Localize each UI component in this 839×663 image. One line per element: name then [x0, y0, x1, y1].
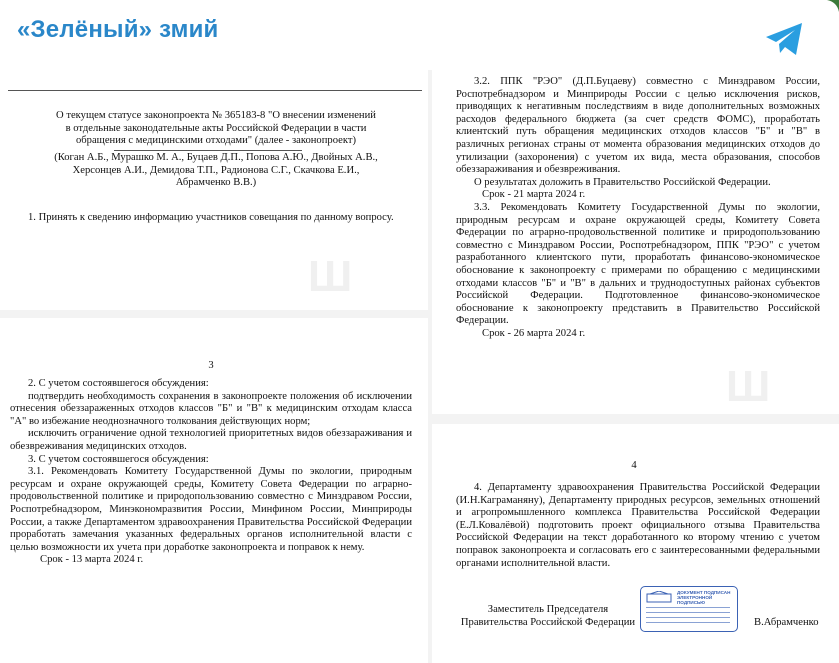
paragraph: 1. Принять к сведению информацию участников совещания по данному вопросу. — [28, 212, 394, 223]
paragraph: 3.2. ППК "РЭО" (Д.П.Буцаеву) совместно с Минздравом России, Роспотребнадзором и Минприроды России с целью исключения рисков, приводящих к негативным последствиям в виде дополнительных возможных расходов федерального бюджета (за счет средств ФОМС), проработать клиентский путь обращения медицинских отходов классов "Б" и "В" в различных регионах страны от момента образования медицинских отходов до утилизации (захоронения) с учетом их вида, места образования, способов обеззараживания и обезвреживания. — [456, 76, 820, 176]
left-bottom-page — [8, 320, 422, 660]
page-separator — [0, 310, 430, 318]
page-number: 4 — [631, 460, 637, 471]
column-separator — [428, 70, 432, 663]
authors-line: Херсонцев А.И., Демидова Т.П., Радионова С.Г., Скачкова Е.И., — [72, 164, 360, 176]
top-rule — [8, 90, 422, 91]
signer-name: В.Абрамченко — [754, 617, 819, 628]
right-bottom-page — [436, 426, 832, 663]
watermark: Ш — [726, 362, 771, 411]
title-line: обращения с медицинскими отходами" (далее - законопроект) — [76, 135, 356, 147]
telegram-icon[interactable] — [762, 16, 808, 62]
position-line: Правительства Российской Федерации — [460, 616, 636, 628]
channel-title: «Зелёный» змий — [17, 16, 219, 43]
document-title — [18, 110, 414, 148]
authors — [18, 152, 414, 190]
paragraph: подтвердить необходимость сохранения в законопроекте положения об исключении отнесения обеззараженных отходов классов "Б" и "В" к медицинским отходам класса "А" во избежание неоднозначного толкования действующих норм; — [10, 390, 412, 427]
stamp-title: ДОКУМЕНТ ПОДПИСАН ЭЛЕКТРОННОЙ ПОДПИСЬЮ — [677, 590, 731, 605]
item-1 — [10, 212, 414, 225]
paragraph: 4. Департаменту здравоохранения Правительства Российской Федерации (И.Н.Каграманяну), Департаменту природных ресурсов, земельных отношений и агропромышленного комплекса Правительства Российской Федерации (Е.Л.Ковалёвой) подготовить проект официального отзыва Правительства Российской Федерации на текст доработанного ко второму чтению с учетом поправок законопроекта и согласовать его с заинтересованными федеральными органами исполнительной власти. — [456, 482, 820, 569]
stamp-details — [646, 607, 730, 627]
paragraph: 2. С учетом состоявшегося обсуждения: — [28, 378, 209, 389]
paragraph: 3.3. Рекомендовать Комитету Государственной Думы по экологии, природным ресурсам и охране окружающей среды, Комитету Совета Федерации по аграрно-продовольственной политике и природопользованию совместно с Минздравом России, Роспотребнадзором, ППК "РЭО" с учетом разработанного клиентского пути, проработать финансово-экономическое обоснование к законопроекту с примерами по обращению с медицинскими отходами классов "Б" и "В" в дальних и труднодоступных районах субъектов Российской Федерации. Подготовленное финансово-экономическое обоснование к законопроекту представить в Правительство Российской Федерации. — [456, 201, 820, 327]
left-top-page — [8, 72, 422, 308]
deadline: Срок - 21 марта 2024 г. — [482, 189, 586, 201]
page-body — [10, 378, 412, 567]
right-top-page — [436, 72, 832, 412]
title-line: в отдельные законодательные акты Российской Федерации в части — [65, 122, 367, 134]
e-signature-stamp — [640, 586, 738, 632]
watermark: Ш — [308, 252, 353, 301]
authors-line: Абрамченко В.В.) — [175, 177, 257, 189]
signature-position — [458, 604, 638, 629]
page-number: 3 — [208, 360, 214, 371]
page-separator — [432, 414, 839, 424]
paragraph: 3. С учетом состоявшегося обсуждения: — [28, 453, 209, 465]
emblem-icon — [646, 591, 672, 603]
corner-decoration — [825, 0, 839, 14]
deadline: Срок - 26 марта 2024 г. — [482, 327, 586, 339]
title-line: О текущем статусе законопроекта № 365183-8 "О внесении изменений — [56, 110, 376, 121]
position-line: Заместитель Председателя — [487, 604, 609, 615]
paragraph: 3.1. Рекомендовать Комитету Государственной Думы по экологии, природным ресурсам и охране окружающей среды, Комитету Совета Федерации по аграрно-продовольственной политике и природопользованию совместно с Минздравом России, Роспотребнадзором, Минэкономразвития России, Минфином России, Минприроды России, а также Департаментом здравоохранения Правительства Российской Федерации проработать замечания указанных федеральных органов исполнительной власти с целью возможности их учета при доработке законопроекта и поправок к нему. — [10, 466, 412, 553]
title-underline — [114, 150, 302, 151]
authors-line: (Коган А.Б., Мурашко М. А., Буцаев Д.П., Попова А.Ю., Двойных А.В., — [54, 152, 378, 163]
paragraph: О результатах доложить в Правительство Российской Федерации. — [474, 176, 771, 188]
page-body — [456, 76, 820, 340]
page-body — [456, 482, 820, 570]
deadline: Срок - 13 марта 2024 г. — [40, 554, 144, 566]
paragraph: исключить ограничение одной технологией приоритетных видов обеззараживания и обезвреживания медицинских отходов. — [10, 428, 412, 452]
